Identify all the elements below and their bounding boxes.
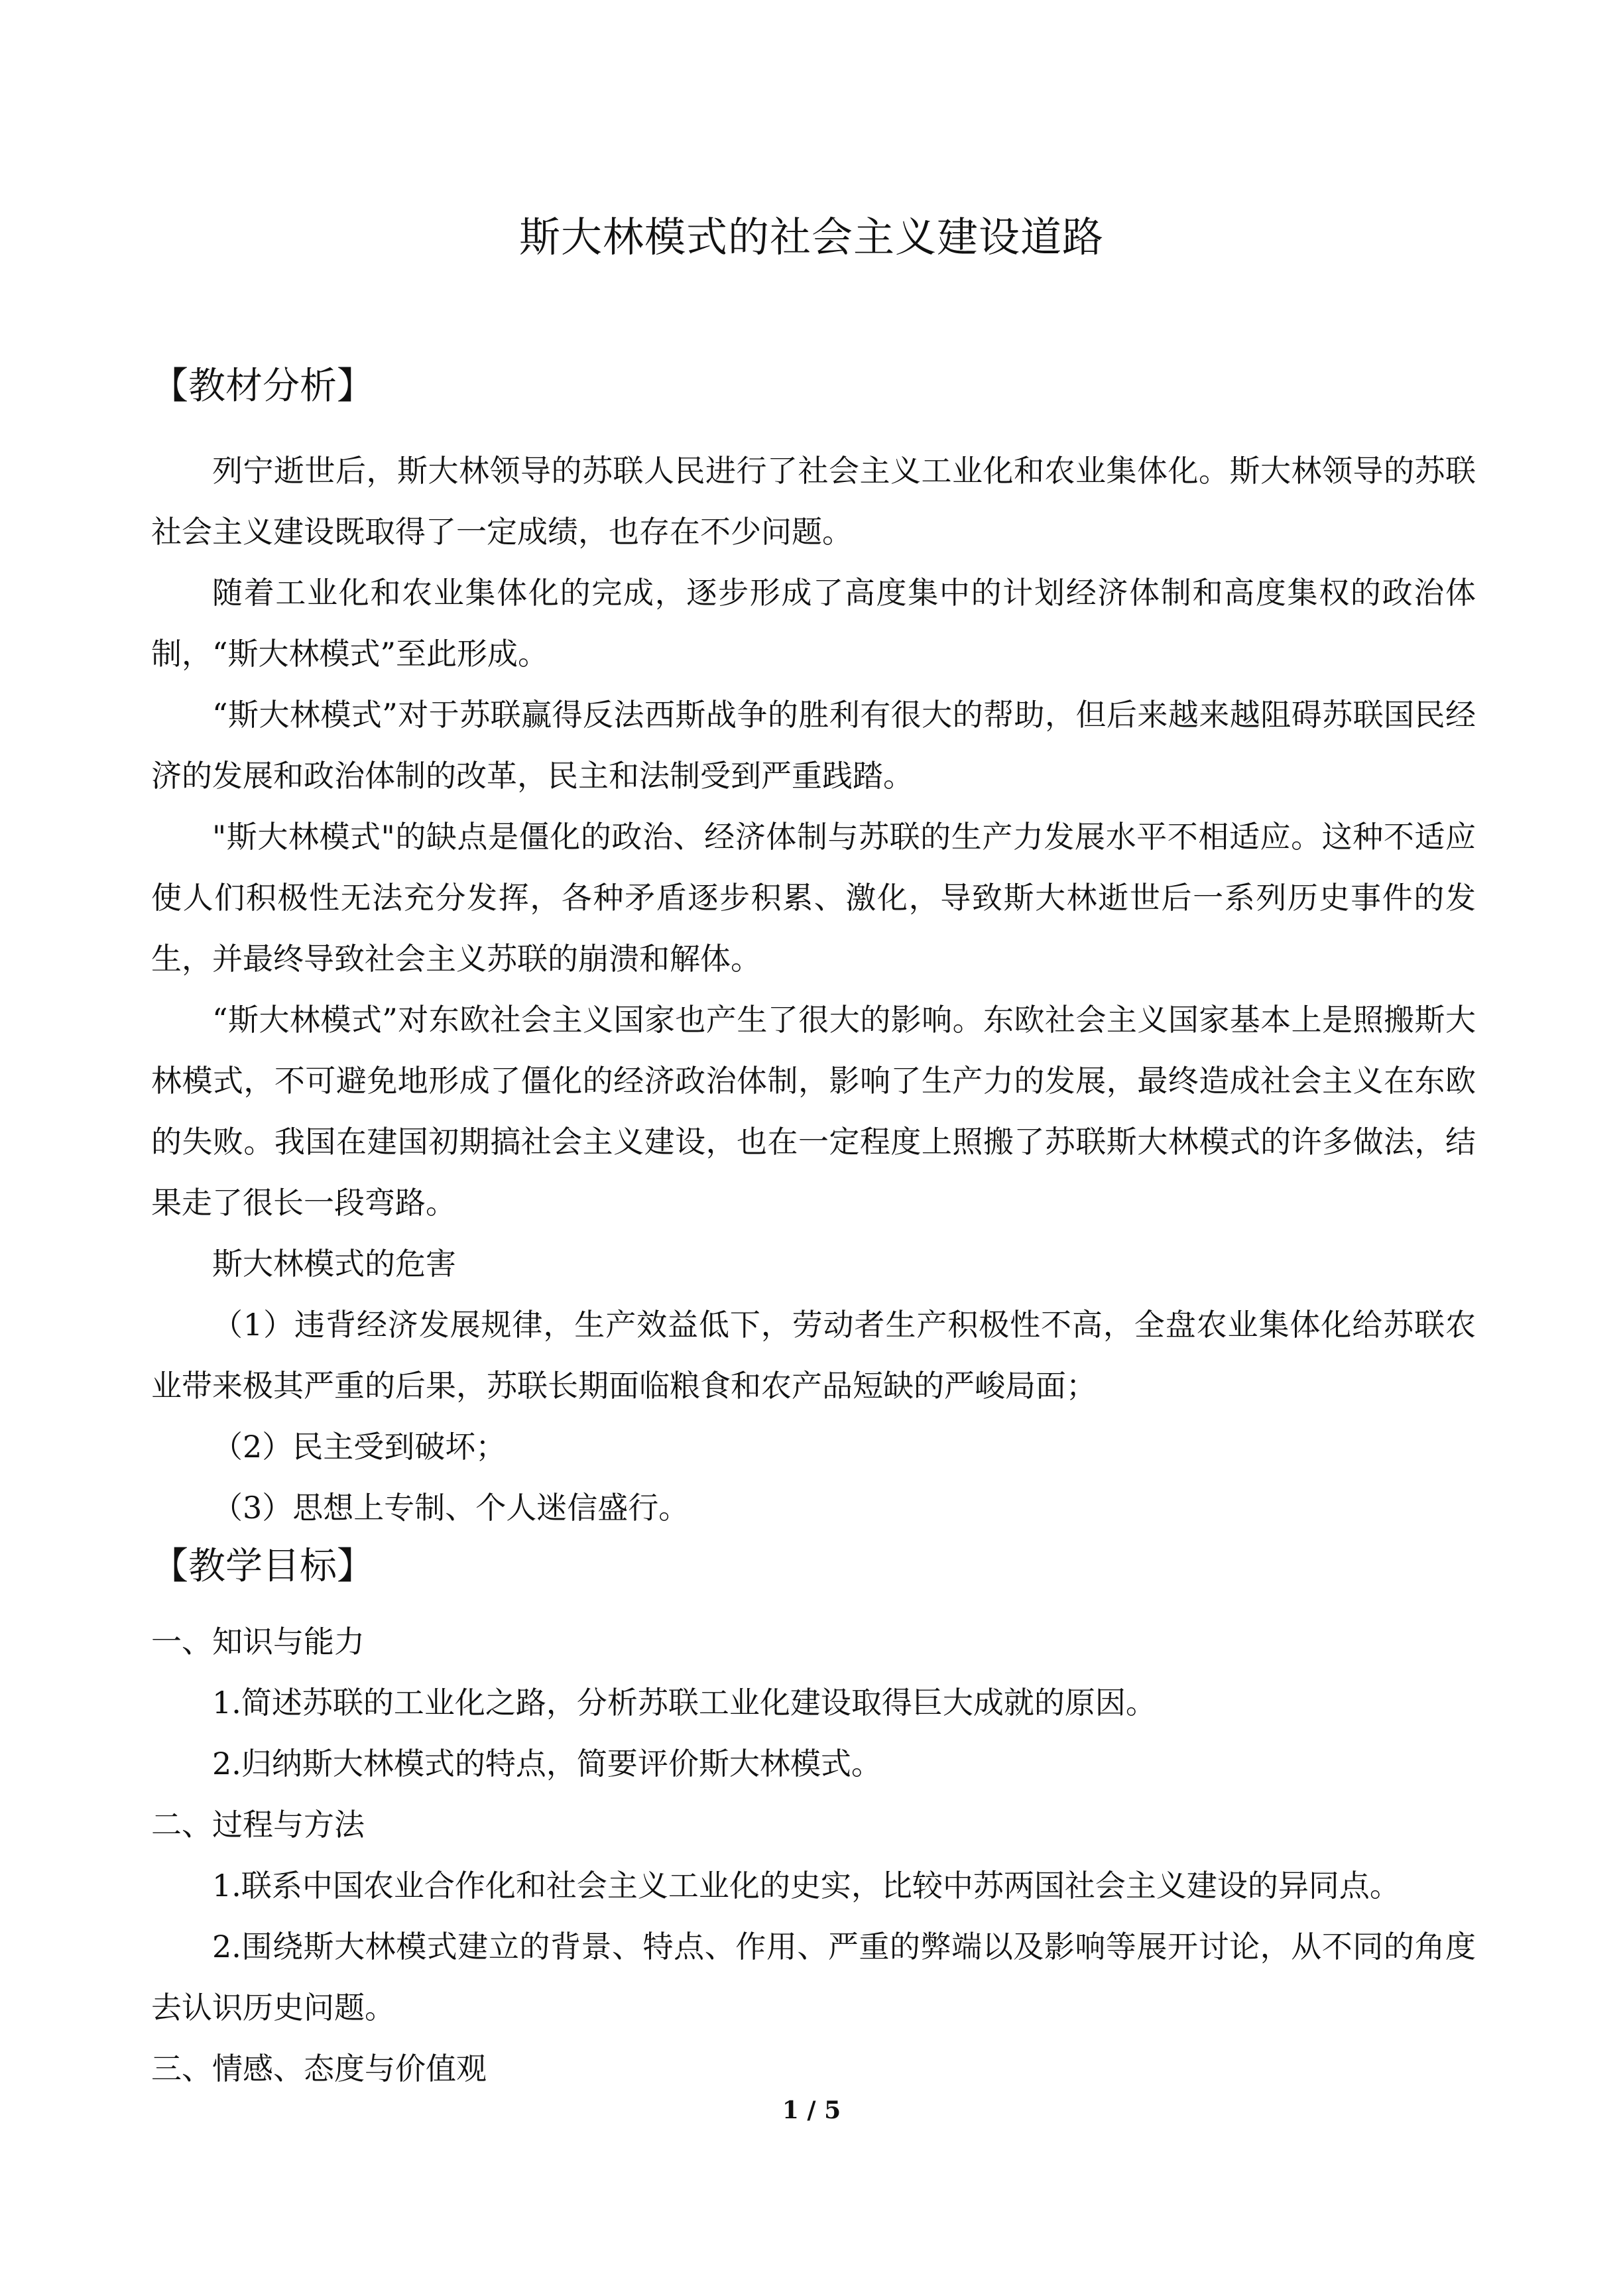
- page-number: 1 / 5: [782, 2096, 841, 2124]
- goals-knowledge-heading: 一、知识与能力: [151, 1624, 365, 1660]
- document-title: 斯大林模式的社会主义建设道路: [518, 213, 1104, 261]
- analysis-paragraph-1: 列宁逝世后，斯大林领导的苏联人民进行了社会主义工业化和农业集体化。斯大林领导的苏联社会主义建设既取得了一定成绩，也存在不少问题。: [151, 453, 1476, 550]
- analysis-paragraph-3: “斯大林模式”对于苏联赢得反法西斯战争的胜利有很大的帮助，但后来越来越阻碍苏联国民经济的发展和政治体制的改革，民主和法制受到严重践踏。: [151, 697, 1476, 794]
- goals-process-item-2: 2.围绕斯大林模式建立的背景、特点、作用、严重的弊端以及影响等展开讨论，从不同的角度去认识历史问题。: [151, 1929, 1476, 2025]
- goals-knowledge-item-1: 1.简述苏联的工业化之路，分析苏联工业化建设取得巨大成就的原因。: [212, 1685, 1156, 1721]
- harm-item-1: （1）违背经济发展规律，生产效益低下，劳动者生产积极性不高，全盘农业集体化给苏联农业带来极其严重的后果，苏联长期面临粮食和农产品短缺的严峻局面；: [151, 1307, 1476, 1404]
- analysis-paragraph-2: 随着工业化和农业集体化的完成，逐步形成了高度集中的计划经济体制和高度集权的政治体制，“斯大林模式”至此形成。: [151, 575, 1476, 672]
- section-heading-analysis: 【教材分析】: [151, 365, 374, 408]
- harm-item-2: （2）民主受到破坏；: [212, 1429, 507, 1465]
- harm-subheading: 斯大林模式的危害: [212, 1246, 456, 1282]
- section-heading-goals: 【教学目标】: [151, 1545, 374, 1588]
- goals-values-heading: 三、情感、态度与价值观: [151, 2051, 487, 2086]
- harm-item-3: （3）思想上专制、个人迷信盛行。: [212, 1490, 690, 1526]
- goals-process-item-1: 1.联系中国农业合作化和社会主义工业化的史实，比较中苏两国社会主义建设的异同点。: [212, 1868, 1400, 1903]
- analysis-paragraph-5: “斯大林模式”对东欧社会主义国家也产生了很大的影响。东欧社会主义国家基本上是照搬斯大林模式，不可避免地形成了僵化的经济政治体制，影响了生产力的发展，最终造成社会主义在东欧的失败。我国在建国初期搞社会主义建设，也在一定程度上照搬了苏联斯大林模式的许多做法，结果走了很长一段弯路。: [151, 1002, 1476, 1221]
- goals-process-heading: 二、过程与方法: [151, 1807, 365, 1843]
- analysis-paragraph-4: "斯大林模式"的缺点是僵化的政治、经济体制与苏联的生产力发展水平不相适应。这种不适应使人们积极性无法充分发挥，各种矛盾逐步积累、激化，导致斯大林逝世后一系列历史事件的发生，并最终导致社会主义苏联的崩溃和解体。: [151, 819, 1476, 977]
- goals-knowledge-item-2: 2.归纳斯大林模式的特点，简要评价斯大林模式。: [212, 1746, 882, 1782]
